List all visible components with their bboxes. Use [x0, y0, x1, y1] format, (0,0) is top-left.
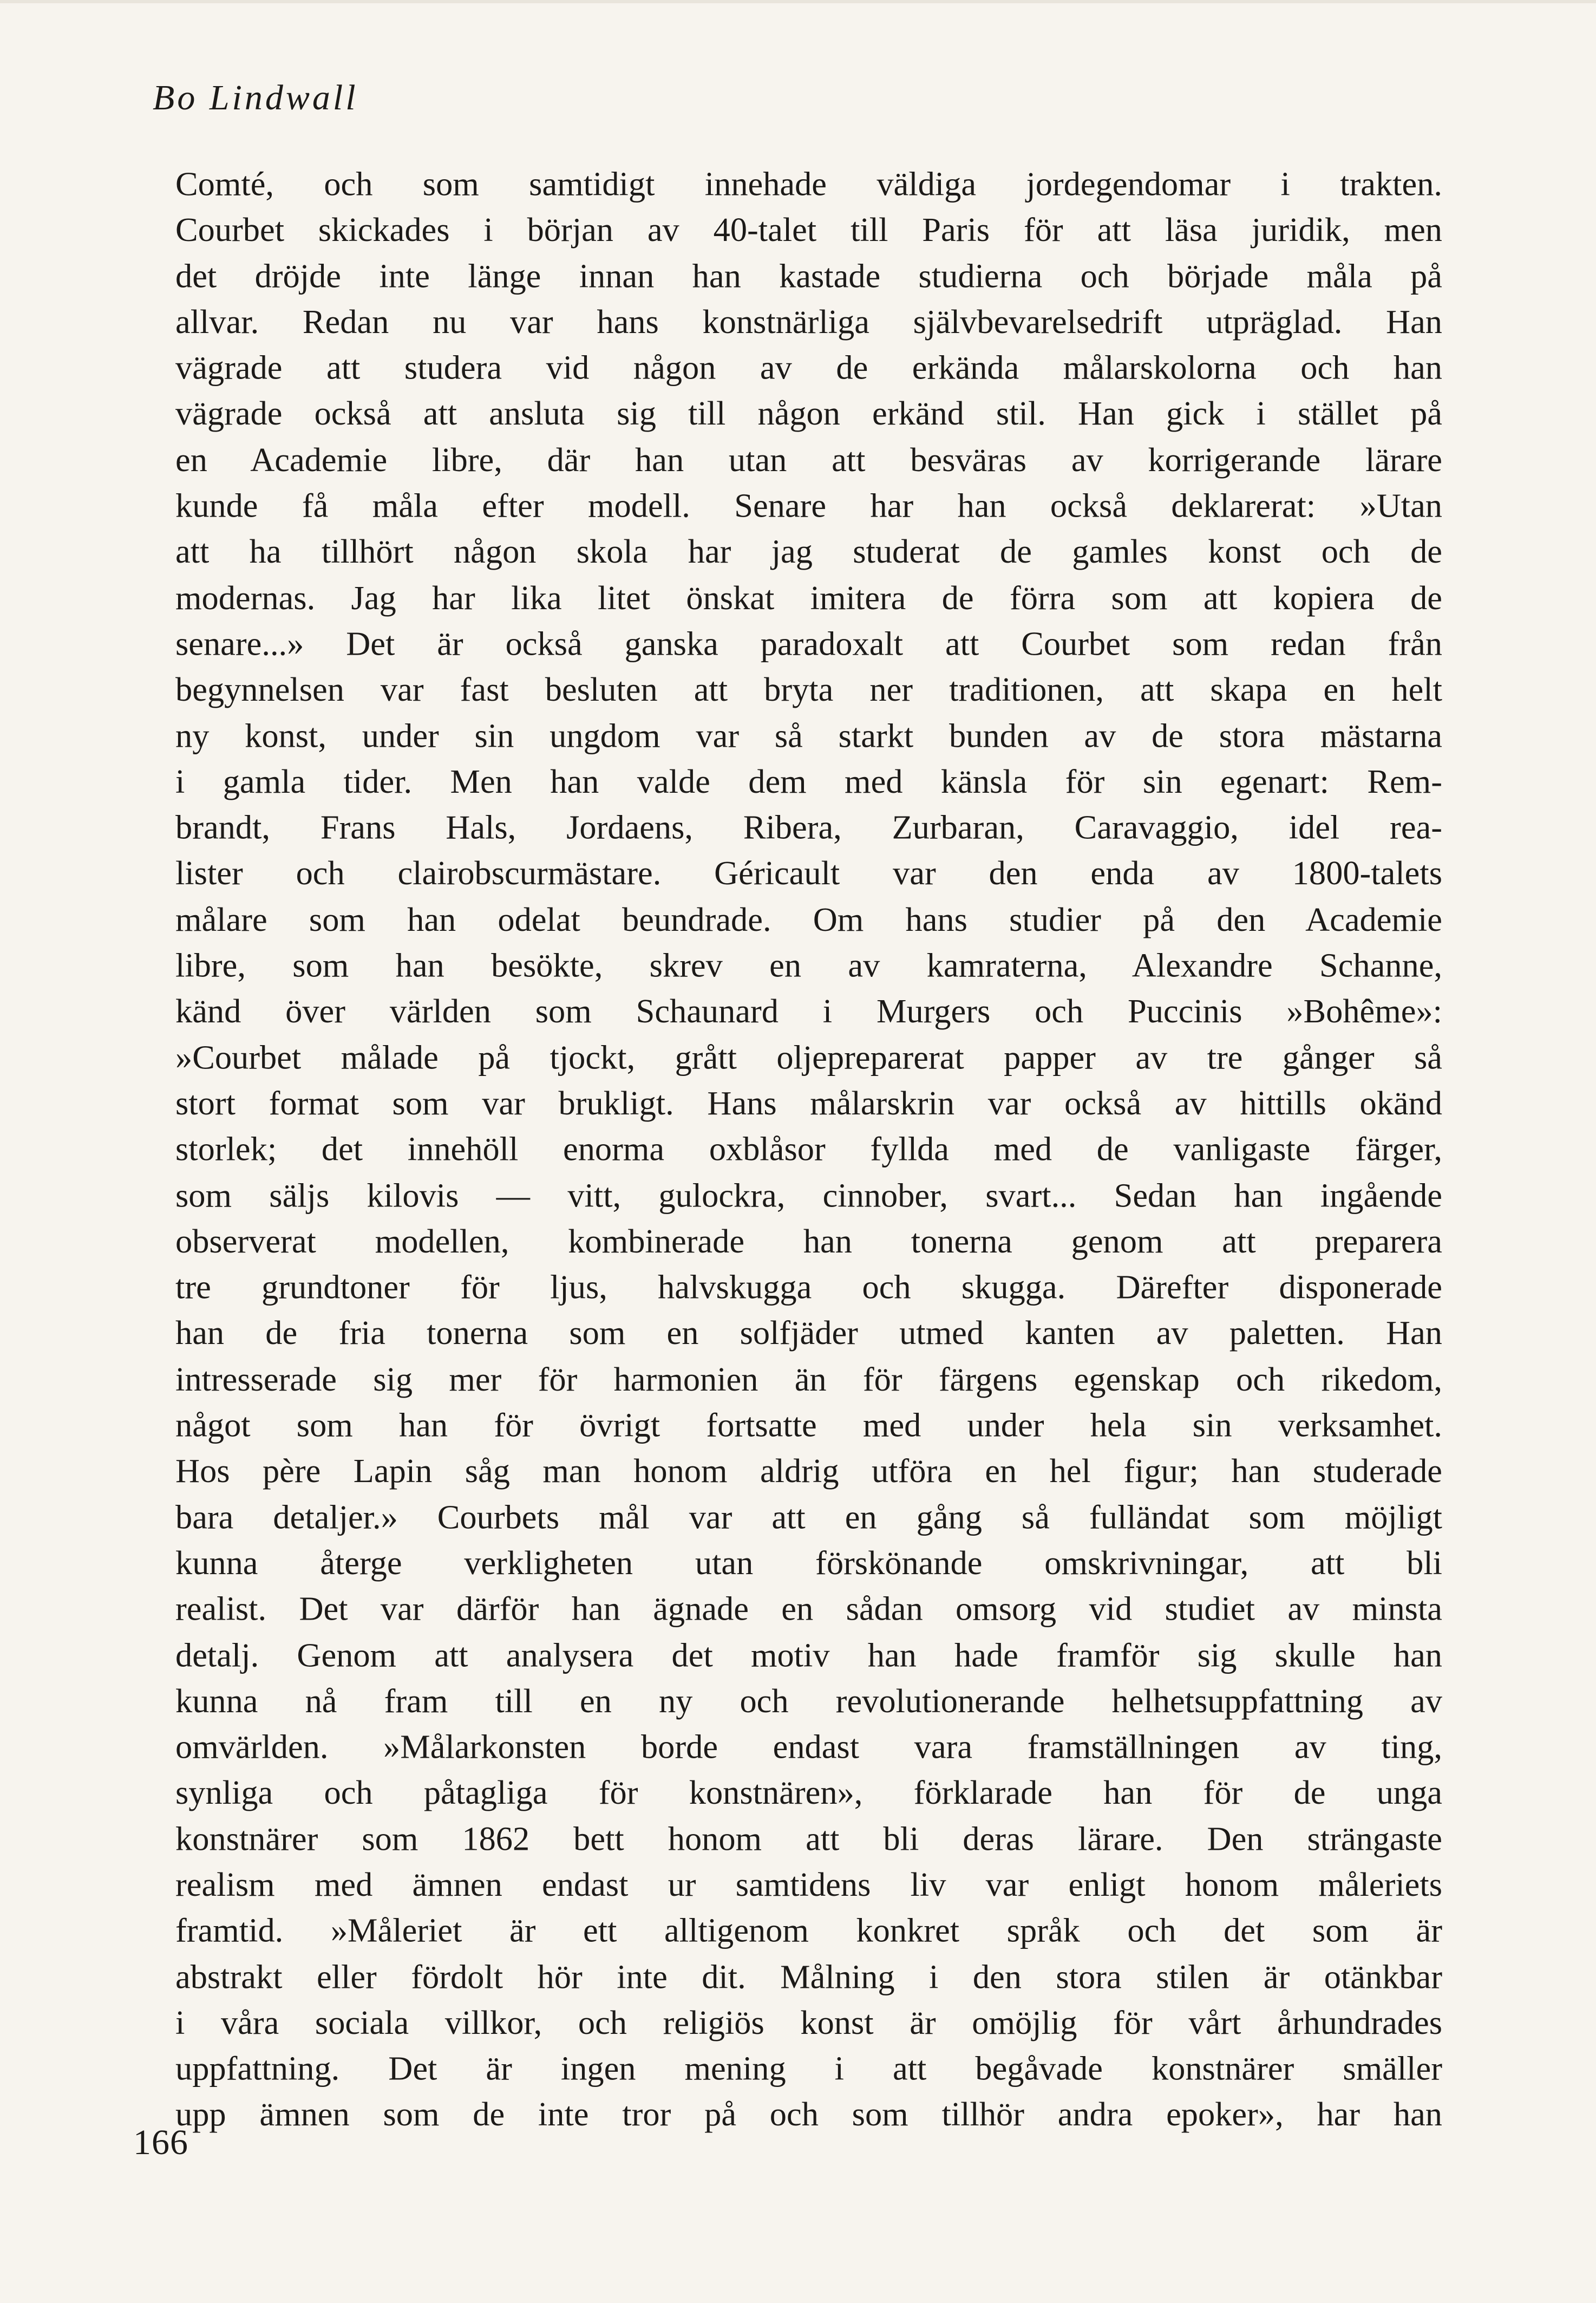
text-line: allvar. Redan nu var hans konstnärliga självbevarelsedrift utpräglad. Han [175, 303, 1442, 341]
text-line: konstnärer som 1862 bett honom att bli deras lärare. Den strängaste [175, 1820, 1442, 1858]
text-line: i gamla tider. Men han valde dem med känsla för sin egenart: Rem- [175, 763, 1442, 801]
text-line: realism med ämnen endast ur samtidens liv var enligt honom måleriets [175, 1866, 1442, 1904]
text-line: stort format som var brukligt. Hans målarskrin var också av hittills okänd [175, 1085, 1442, 1123]
text-line: att ha tillhört någon skola har jag studerat de gamles konst och de [175, 533, 1442, 571]
text-line: storlek; det innehöll enorma oxblåsor fyllda med de vanligaste färger, [175, 1131, 1442, 1169]
text-line: lister och clairobscurmästare. Géricault var den enda av 1800-talets [175, 855, 1442, 892]
text-line: framtid. »Måleriet är ett alltigenom konkret språk och det som är [175, 1912, 1442, 1950]
text-line: en Academie libre, där han utan att besväras av korrigerande lärare [175, 441, 1442, 479]
text-line: Hos père Lapin såg man honom aldrig utföra en hel figur; han studerade [175, 1452, 1442, 1490]
text-line: vägrade också att ansluta sig till någon erkänd stil. Han gick i stället på [175, 395, 1442, 433]
text-line: libre, som han besökte, skrev en av kamraterna, Alexandre Schanne, [175, 947, 1442, 984]
running-head-author: Bo Lindwall [153, 78, 358, 118]
text-line: målare som han odelat beundrade. Om hans studier på den Academie [175, 901, 1442, 938]
text-line: »Courbet målade på tjockt, grått oljepreparerat papper av tre gånger så [175, 1039, 1442, 1077]
text-line: bara detaljer.» Courbets mål var att en gång så fulländat som möjligt [175, 1498, 1442, 1536]
page-number: 166 [133, 2123, 188, 2162]
text-line: kunde få måla efter modell. Senare har han också deklarerat: »Utan [175, 487, 1442, 525]
text-line: Courbet skickades i början av 40-talet till Paris för att läsa juridik, men [175, 211, 1442, 249]
text-line: uppfattning. Det är ingen mening i att begåvade konstnärer smäller [175, 2050, 1442, 2088]
text-line: som säljs kilovis — vitt, gulockra, cinnober, svart... Sedan han ingående [175, 1177, 1442, 1215]
text-line: vägrade att studera vid någon av de erkända målarskolorna och han [175, 349, 1442, 387]
text-line: ny konst, under sin ungdom var så starkt bunden av de stora mästarna [175, 717, 1442, 755]
text-line: något som han för övrigt fortsatte med under hela sin verksamhet. [175, 1406, 1442, 1444]
text-line: känd över världen som Schaunard i Murgers och Puccinis »Bohême»: [175, 993, 1442, 1030]
text-line: i våra sociala villkor, och religiös konst är omöjlig för vårt århundrades [175, 2004, 1442, 2042]
body-text [175, 161, 1442, 2138]
page-top-edge [0, 0, 1596, 3]
text-line: observerat modellen, kombinerade han tonerna genom att preparera [175, 1223, 1442, 1261]
text-line: begynnelsen var fast besluten att bryta ner traditionen, att skapa en helt [175, 671, 1442, 709]
text-line: brandt, Frans Hals, Jordaens, Ribera, Zurbaran, Caravaggio, idel rea- [175, 809, 1442, 847]
text-line: omvärlden. »Målarkonsten borde endast vara framställningen av ting, [175, 1728, 1442, 1766]
text-line: intresserade sig mer för harmonien än för färgens egenskap och rikedom, [175, 1360, 1442, 1398]
text-line: kunna nå fram till en ny och revolutionerande helhetsuppfattning av [175, 1682, 1442, 1720]
text-line: Comté, och som samtidigt innehade väldiga jordegendomar i trakten. [175, 165, 1442, 203]
text-line: senare...» Det är också ganska paradoxalt att Courbet som redan från [175, 625, 1442, 663]
text-line: synliga och påtagliga för konstnären», förklarade han för de unga [175, 1774, 1442, 1812]
text-line: modernas. Jag har lika litet önskat imitera de förra som att kopiera de [175, 579, 1442, 617]
text-line: detalj. Genom att analysera det motiv han hade framför sig skulle han [175, 1636, 1442, 1674]
text-line: det dröjde inte länge innan han kastade studierna och började måla på [175, 257, 1442, 295]
text-line: abstrakt eller fördolt hör inte dit. Målning i den stora stilen är otänkbar [175, 1958, 1442, 1996]
text-line: tre grundtoner för ljus, halvskugga och skugga. Därefter disponerade [175, 1269, 1442, 1306]
text-line: kunna återge verkligheten utan förskönande omskrivningar, att bli [175, 1544, 1442, 1582]
text-line: upp ämnen som de inte tror på och som tillhör andra epoker», har han [175, 2096, 1442, 2134]
text-line: han de fria tonerna som en solfjäder utmed kanten av paletten. Han [175, 1314, 1442, 1352]
text-line: realist. Det var därför han ägnade en sådan omsorg vid studiet av minsta [175, 1590, 1442, 1628]
